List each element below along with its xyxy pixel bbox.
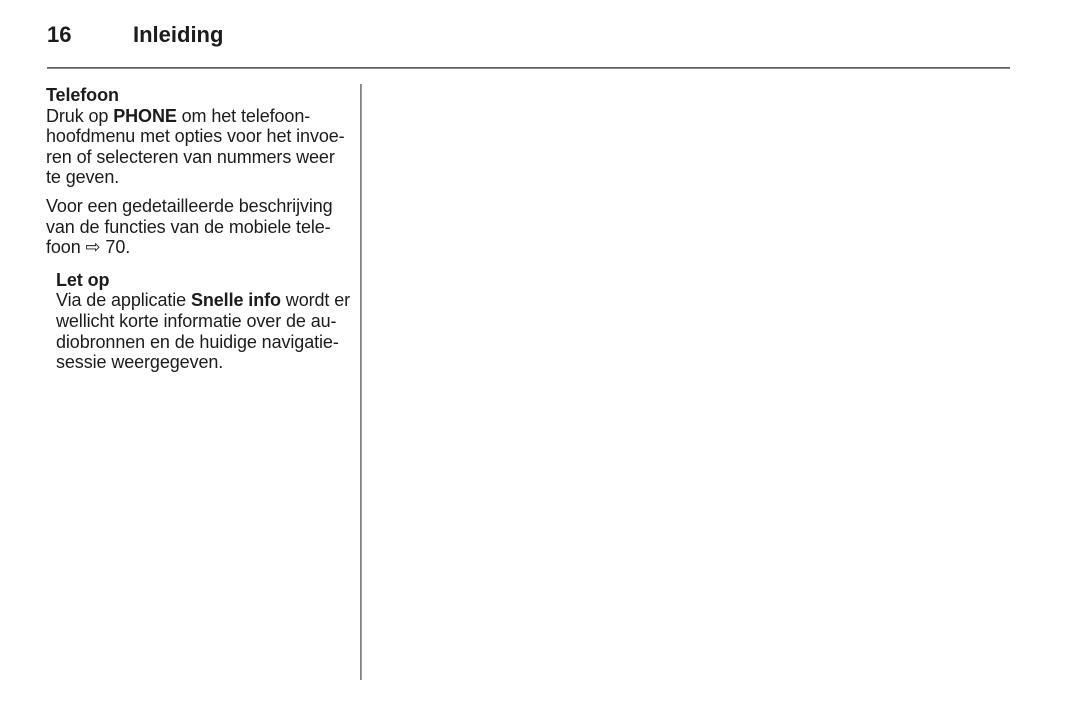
text-line: hoofdmenu met opties voor het invoe- [46, 126, 345, 147]
text-line: sessie weergegeven. [56, 352, 224, 373]
text-line: Via de applicatie Snelle info wordt er [56, 290, 351, 311]
text-column-1 [46, 85, 350, 373]
text-line: Telefoon [46, 85, 119, 105]
text-line: van de functies van de mobiele tele- [46, 216, 331, 237]
paragraph [46, 106, 350, 188]
text-line: foon ⇨ 70. [46, 237, 131, 258]
text-line: ren of selecteren van nummers weer [46, 146, 335, 167]
chapter-title: Inleiding [133, 22, 224, 47]
column-divider [360, 84, 362, 680]
section-heading [46, 85, 350, 106]
text-line: wellicht korte informatie over de au- [56, 310, 337, 331]
page-number: 16 [47, 22, 72, 47]
text-line: Druk op PHONE om het telefoon- [46, 105, 311, 126]
header-rule [47, 67, 1010, 69]
note-heading: Let op [56, 269, 110, 290]
text-line: diobronnen en de huidige navigatie- [56, 331, 339, 352]
paragraph [46, 196, 350, 258]
text-line: te geven. [46, 167, 120, 188]
note-block [46, 270, 350, 373]
text-line: Voor een gedetailleerde beschrijving [46, 195, 333, 216]
